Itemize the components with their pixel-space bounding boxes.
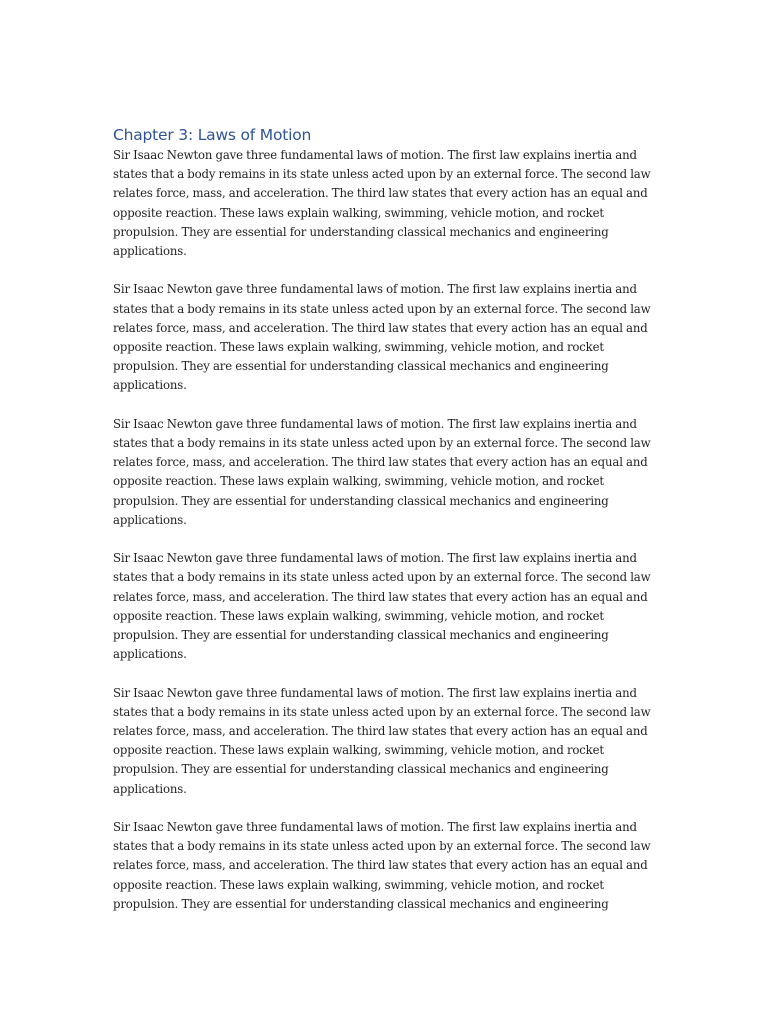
- chapter-heading: Chapter 3: Laws of Motion: [113, 126, 312, 144]
- body-paragraph: Sir Isaac Newton gave three fundamental laws of motion. The first law explains inertia and states that a body remains in its state unless acted upon by an external force. The second law relates force, mass, and acceleration. The third law states that every action has an equal and opposite reaction. These laws explain walking, swimming, vehicle motion, and rocket propulsion. They are essential for understanding classical mechanics and engineering applications.: [113, 416, 651, 527]
- page-content: [113, 124, 661, 915]
- body-paragraph: Sir Isaac Newton gave three fundamental laws of motion. The first law explains inertia and states that a body remains in its state unless acted upon by an external force. The second law relates force, mass, and acceleration. The third law states that every action has an equal and opposite reaction. These laws explain walking, swimming, vehicle motion, and rocket propulsion. They are essential for understanding classical mechanics and engineering applications.: [113, 282, 651, 393]
- body-paragraph: Sir Isaac Newton gave three fundamental laws of motion. The first law explains inertia and states that a body remains in its state unless acted upon by an external force. The second law relates force, mass, and acceleration. The third law states that every action has an equal and opposite reaction. These laws explain walking, swimming, vehicle motion, and rocket propulsion. They are essential for understanding classical mechanics and engineering applications.: [113, 148, 651, 259]
- paragraph-list: [113, 146, 661, 914]
- body-paragraph: Sir Isaac Newton gave three fundamental laws of motion. The first law explains inertia and states that a body remains in its state unless acted upon by an external force. The second law relates force, mass, and acceleration. The third law states that every action has an equal and opposite reaction. These laws explain walking, swimming, vehicle motion, and rocket propulsion. They are essential for understanding classical mechanics and engineering: [113, 820, 651, 911]
- body-paragraph: Sir Isaac Newton gave three fundamental laws of motion. The first law explains inertia and states that a body remains in its state unless acted upon by an external force. The second law relates force, mass, and acceleration. The third law states that every action has an equal and opposite reaction. These laws explain walking, swimming, vehicle motion, and rocket propulsion. They are essential for understanding classical mechanics and engineering applications.: [113, 685, 651, 796]
- body-paragraph: Sir Isaac Newton gave three fundamental laws of motion. The first law explains inertia and states that a body remains in its state unless acted upon by an external force. The second law relates force, mass, and acceleration. The third law states that every action has an equal and opposite reaction. These laws explain walking, swimming, vehicle motion, and rocket propulsion. They are essential for understanding classical mechanics and engineering applications.: [113, 551, 651, 662]
